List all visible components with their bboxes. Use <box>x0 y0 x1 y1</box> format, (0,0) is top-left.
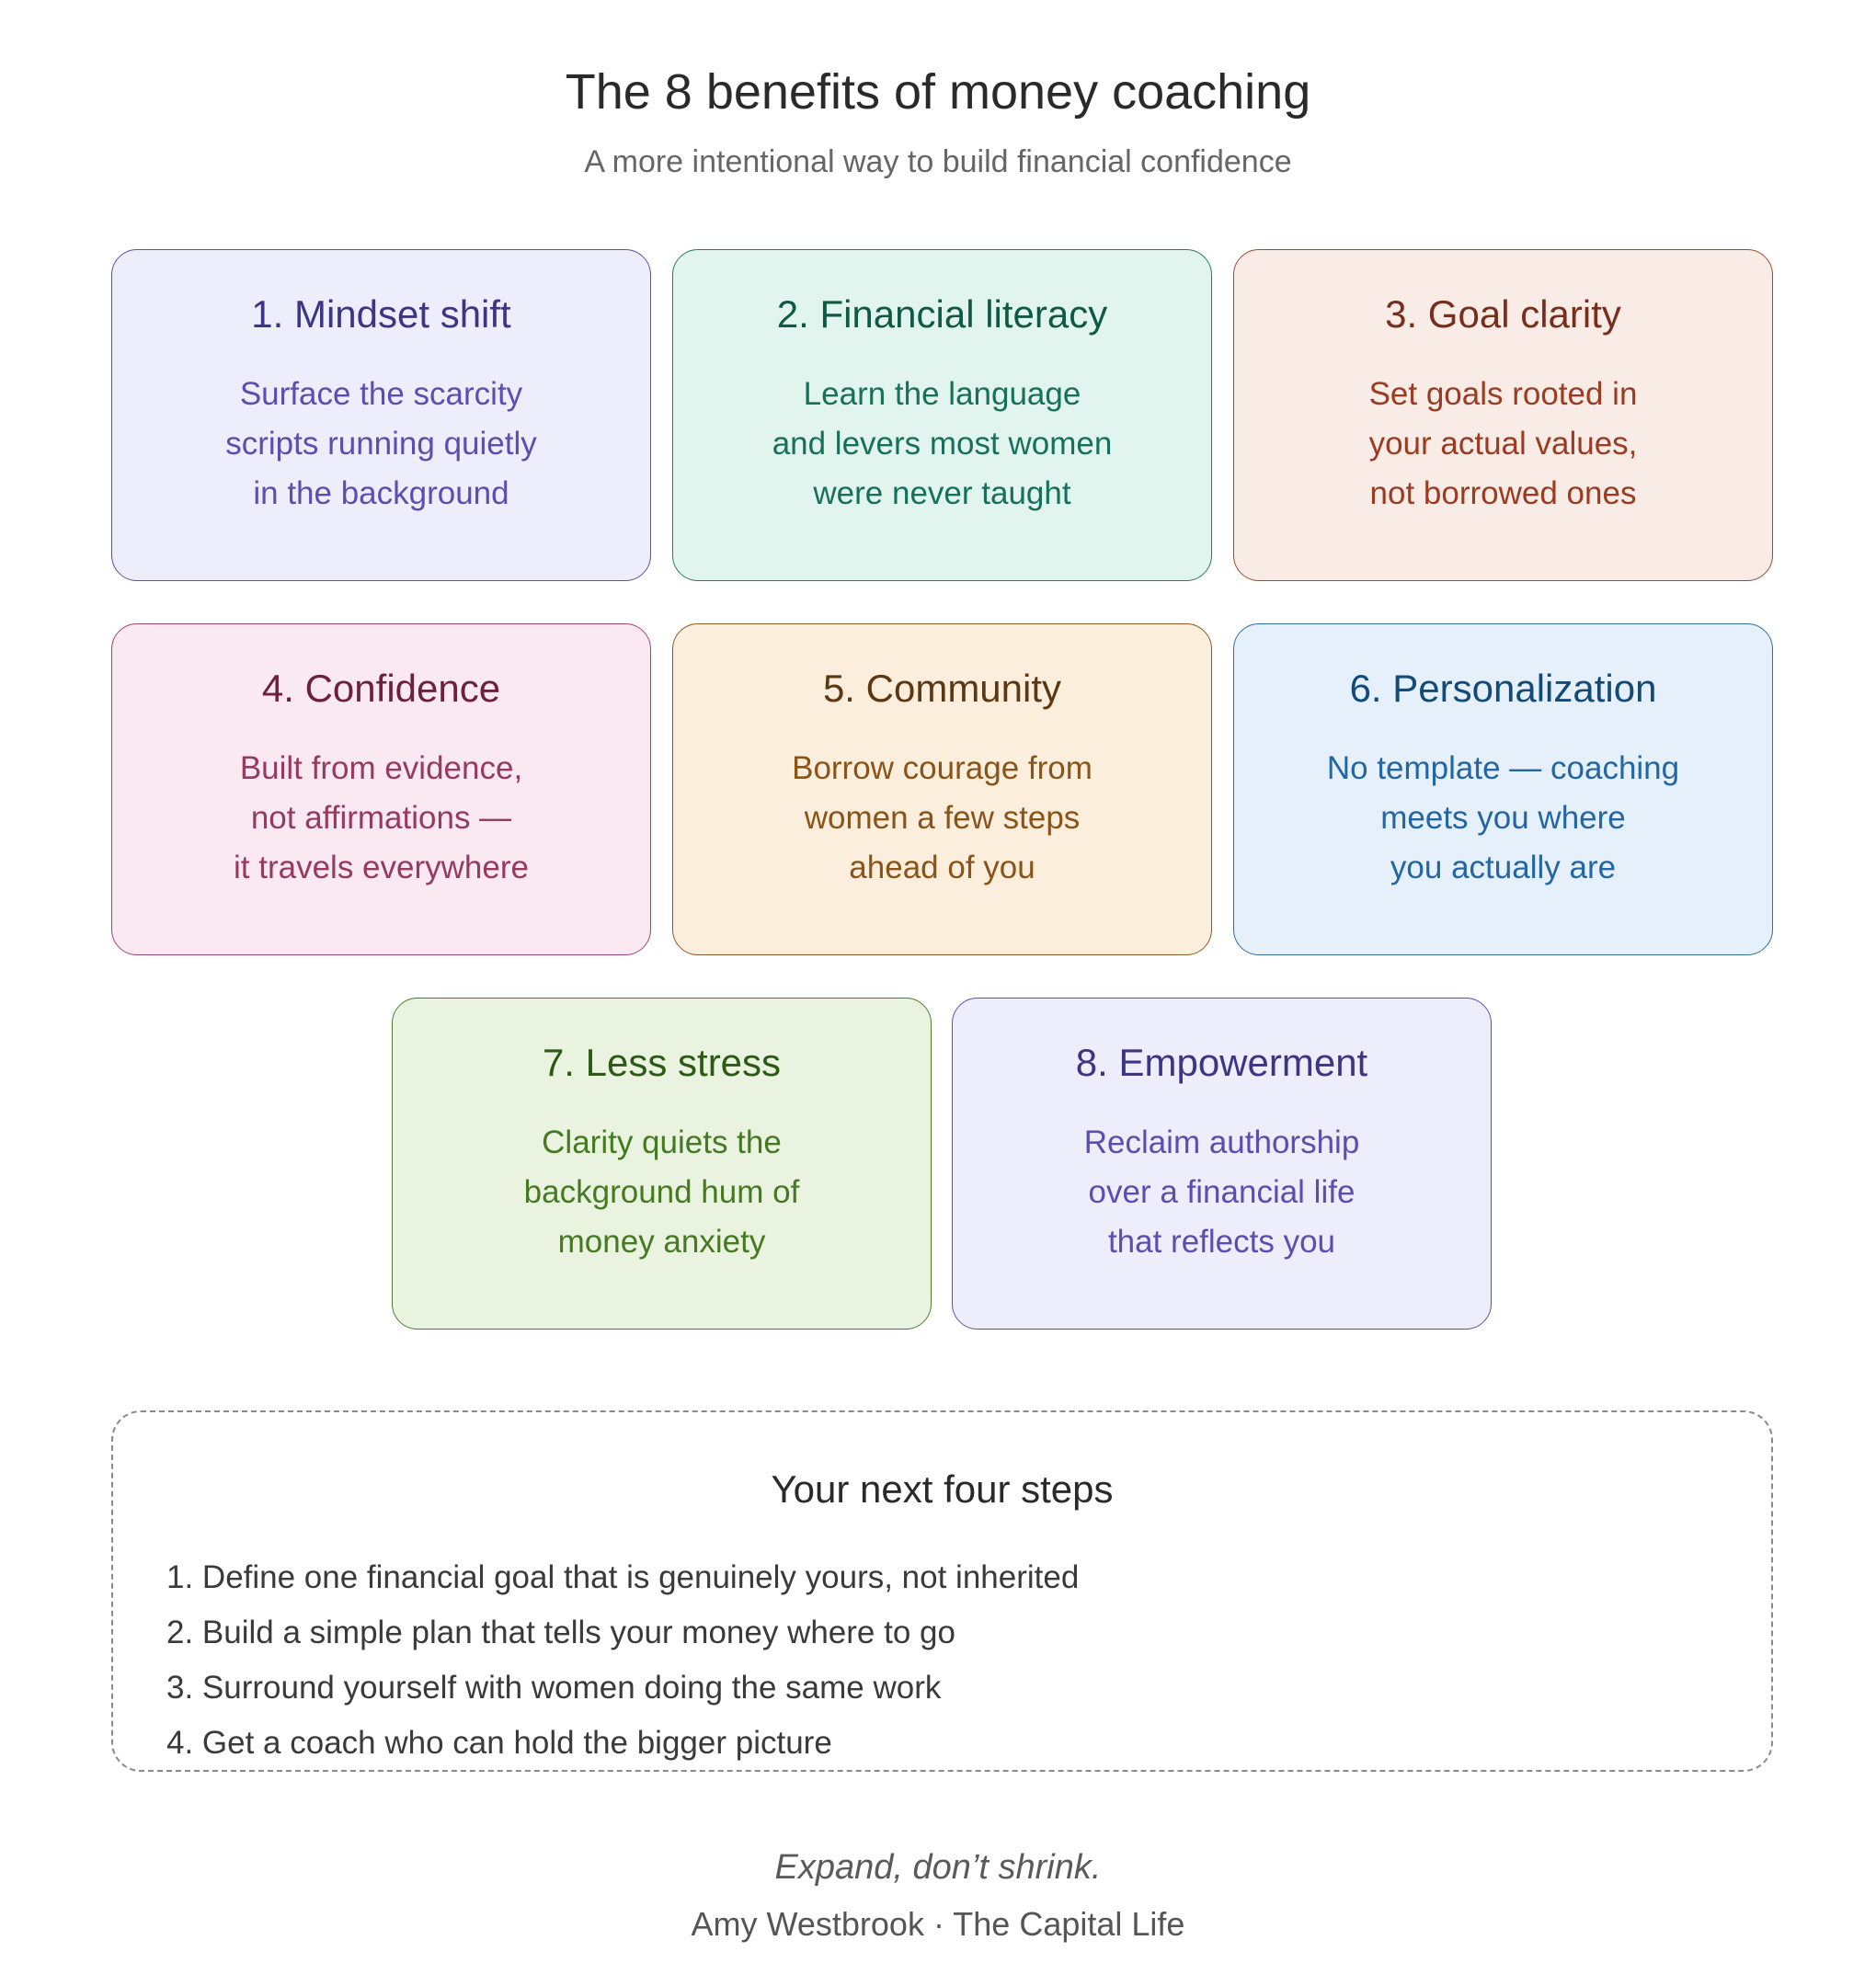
card-line: you actually are <box>1390 850 1617 885</box>
footer-quote: Expand, don’t shrink. <box>774 1848 1102 1887</box>
card-line: background hum of <box>523 1174 800 1210</box>
benefit-card-financial-literacy <box>672 249 1212 581</box>
page-title: The 8 benefits of money coaching <box>565 64 1311 120</box>
card-title: 4. Confidence <box>261 667 501 710</box>
card-title: 2. Financial literacy <box>776 292 1108 336</box>
benefit-card-community <box>672 623 1212 955</box>
card-line: Built from evidence, <box>239 750 523 786</box>
card-line: Reclaim authorship <box>1083 1124 1360 1160</box>
benefit-card-confidence <box>111 623 651 955</box>
card-line: not affirmations — <box>250 800 512 836</box>
card-description <box>1234 370 1772 519</box>
card-title: 7. Less stress <box>542 1041 782 1084</box>
card-line: scripts running quietly <box>225 426 537 462</box>
page-subtitle: A more intentional way to build financial confidence <box>584 144 1292 179</box>
card-line: and levers most women <box>772 426 1113 462</box>
card-line: money anxiety <box>557 1224 766 1260</box>
card-line: over a financial life <box>1088 1174 1356 1210</box>
benefit-card-personalization <box>1233 623 1773 955</box>
card-line: Set goals rooted in <box>1368 376 1638 412</box>
benefit-card-empowerment <box>952 998 1492 1330</box>
card-description <box>112 370 650 519</box>
benefit-card-less-stress <box>392 998 932 1330</box>
card-description <box>953 1118 1491 1267</box>
step-item: 4. Get a coach who can hold the bigger picture <box>166 1725 832 1761</box>
card-description <box>393 1118 931 1267</box>
step-item: 3. Surround yourself with women doing the same work <box>166 1670 942 1706</box>
card-line: in the background <box>253 475 509 511</box>
benefit-card-goal-clarity <box>1233 249 1773 581</box>
card-title: 8. Empowerment <box>1075 1041 1368 1084</box>
card-line: meets you where <box>1380 800 1626 836</box>
card-line: Clarity quiets the <box>542 1124 782 1160</box>
card-line: ahead of you <box>849 850 1035 885</box>
next-steps-panel <box>111 1410 1773 1772</box>
card-description <box>673 744 1211 893</box>
card-line: that reflects you <box>1107 1224 1336 1260</box>
benefit-card-mindset-shift <box>111 249 651 581</box>
next-steps-list <box>166 1550 1079 1771</box>
footer-credit: Amy Westbrook · The Capital Life <box>691 1905 1185 1943</box>
card-title: 1. Mindset shift <box>251 292 511 336</box>
card-title: 6. Personalization <box>1349 667 1657 710</box>
card-line: women a few steps <box>804 800 1081 836</box>
card-line: it travels everywhere <box>234 850 529 885</box>
card-title: 3. Goal clarity <box>1385 292 1621 336</box>
card-line: No template — coaching <box>1326 750 1680 786</box>
card-line: Learn the language <box>803 376 1081 412</box>
card-line: not borrowed ones <box>1369 475 1637 511</box>
card-line: were never taught <box>813 475 1071 511</box>
card-line: Borrow courage from <box>792 750 1092 786</box>
card-description <box>673 370 1211 519</box>
card-line: your actual values, <box>1368 426 1638 462</box>
step-item: 1. Define one financial goal that is genuinely yours, not inherited <box>166 1559 1080 1595</box>
card-line: Surface the scarcity <box>239 376 523 412</box>
step-item: 2. Build a simple plan that tells your money where to go <box>166 1615 955 1650</box>
card-title: 5. Community <box>822 667 1062 710</box>
card-description <box>112 744 650 893</box>
next-steps-title: Your next four steps <box>771 1467 1114 1511</box>
card-description <box>1234 744 1772 893</box>
